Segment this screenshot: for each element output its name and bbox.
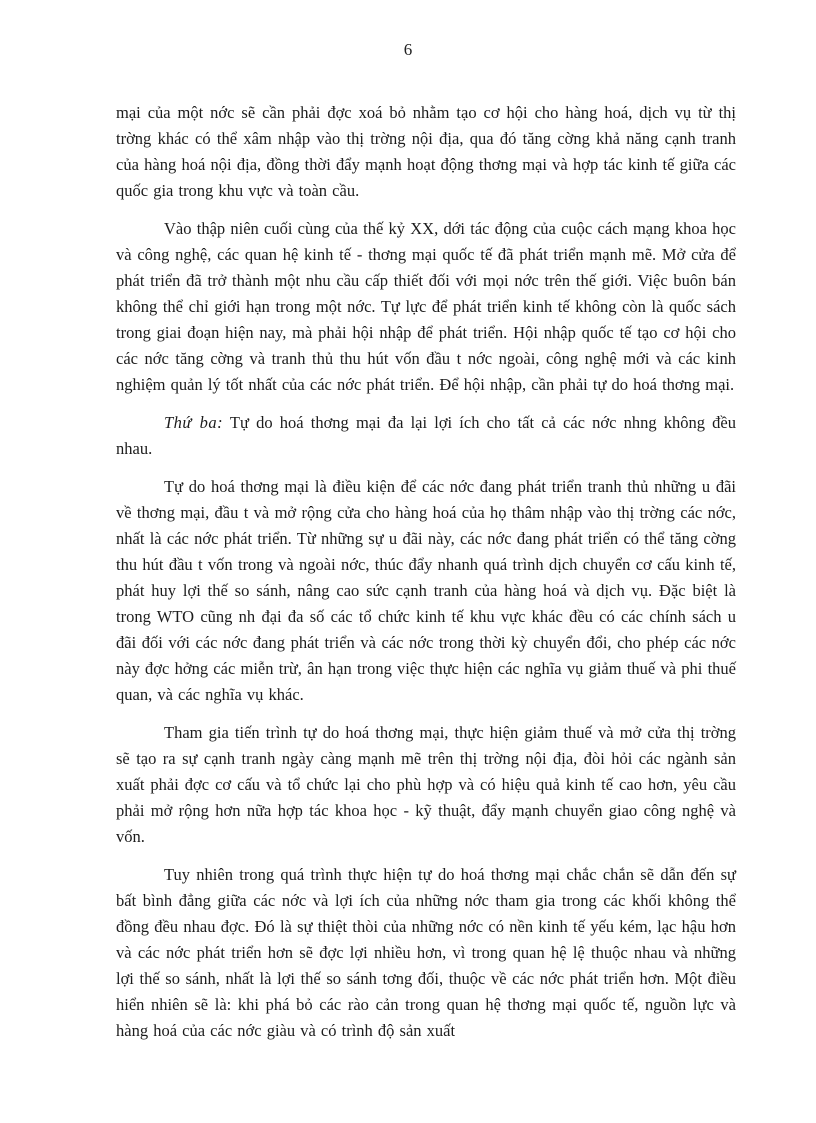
- body-paragraph: [116, 474, 736, 708]
- body-paragraph: [116, 100, 736, 204]
- paragraph-text: Tuy nhiên trong quá trình thực hiện tự do hoá thơng mại chắc chắn sẽ dẫn đến sự bất bình đẳng giữa các nớc và lợi ích của những nớc tham gia trong các khối không thể đồng đều nhau đợc. Đó là sự thiệt thòi của những nớc có nền kinh tế yếu kém, lạc hậu hơn và các nớc phát triển hơn sẽ đợc lợi nhiều hơn, vì trong quan hệ lệ thuộc nhau và những lợi thế so sánh, nhất là lợi thế so sánh tơng đối, thuộc về các nớc phát triển hơn. Một điều hiển nhiên sẽ là: khi phá bỏ các rào cản trong quan hệ thơng mại quốc tế, nguồn lực và hàng hoá của các nớc giàu và có trình độ sản xuất: [116, 865, 736, 1040]
- page-number: 6: [403, 40, 413, 59]
- body-paragraph: [116, 216, 736, 398]
- paragraph-lead-italic: Thứ ba:: [164, 413, 224, 432]
- body-paragraph: [116, 720, 736, 850]
- page-body: [116, 100, 736, 1044]
- paragraph-text: Tự do hoá thơng mại là điều kiện để các nớc đang phát triển tranh thủ những u đãi về thơng mại, đầu t và mở rộng cửa cho hàng hoá của họ thâm nhập vào thị trờng các nớc, nhất là các nớc phát triển. Từ những sự u đãi này, các nớc đang phát triển có thể tăng cờng thu hút đầu t vốn trong và ngoài nớc, thúc đẩy nhanh quá trình dịch chuyển cơ cấu kinh tế, phát huy lợi thế so sánh, nâng cao sức cạnh tranh của hàng hoá và dịch vụ. Đặc biệt là trong WTO cũng nh đại đa số các tổ chức kinh tế khu vực khác đều có các chính sách u đãi đối với các nớc đang phát triển và các nớc trong thời kỳ chuyển đổi, cho phép các nớc này đợc hởng các miễn trừ, ân hạn trong việc thực hiện các nghĩa vụ giảm thuế và phi thuế quan, và các nghĩa vụ khác.: [116, 477, 736, 704]
- paragraph-text: Tự do hoá thơng mại đa lại lợi ích cho tất cả các nớc nhng không đều nhau.: [116, 413, 736, 458]
- paragraph-text: Vào thập niên cuối cùng của thế kỷ XX, dới tác động của cuộc cách mạng khoa học và công nghệ, các quan hệ kinh tế - thơng mại quốc tế đã phát triển mạnh mẽ. Mở cửa để phát triển đã trở thành một nhu cầu cấp thiết đối với mọi nớc trên thế giới. Việc buôn bán không thể chỉ giới hạn trong một nớc. Tự lực để phát triển kinh tế không còn là quốc sách trong giai đoạn hiện nay, mà phải hội nhập để phát triển. Hội nhập quốc tế tạo cơ hội cho các nớc tăng cờng và tranh thủ thu hút vốn đầu t nớc ngoài, công nghệ mới và các kinh nghiệm quản lý tốt nhất của các nớc phát triển. Để hội nhập, cần phải tự do hoá thơng mại.: [116, 219, 736, 394]
- body-paragraph: [116, 862, 736, 1044]
- body-paragraph: [116, 410, 736, 462]
- paragraph-text: mại của một nớc sẽ cần phải đợc xoá bỏ nhằm tạo cơ hội cho hàng hoá, dịch vụ từ thị trờng khác có thể xâm nhập vào thị trờng nội địa, qua đó tăng cờng khả năng cạnh tranh của hàng hoá nội địa, đồng thời đẩy mạnh hoạt động thơng mại và hợp tác kinh tế giữa các quốc gia trong khu vực và toàn cầu.: [116, 103, 736, 200]
- paragraph-text: Tham gia tiến trình tự do hoá thơng mại, thực hiện giảm thuế và mở cửa thị trờng sẽ tạo ra sự cạnh tranh ngày càng mạnh mẽ trên thị trờng nội địa, đòi hỏi các ngành sản xuất phải đợc cơ cấu và tổ chức lại cho phù hợp và có hiệu quả kinh tế cao hơn, yêu cầu phải mở rộng hơn nữa hợp tác khoa học - kỹ thuật, đẩy mạnh chuyển giao công nghệ và vốn.: [116, 723, 736, 846]
